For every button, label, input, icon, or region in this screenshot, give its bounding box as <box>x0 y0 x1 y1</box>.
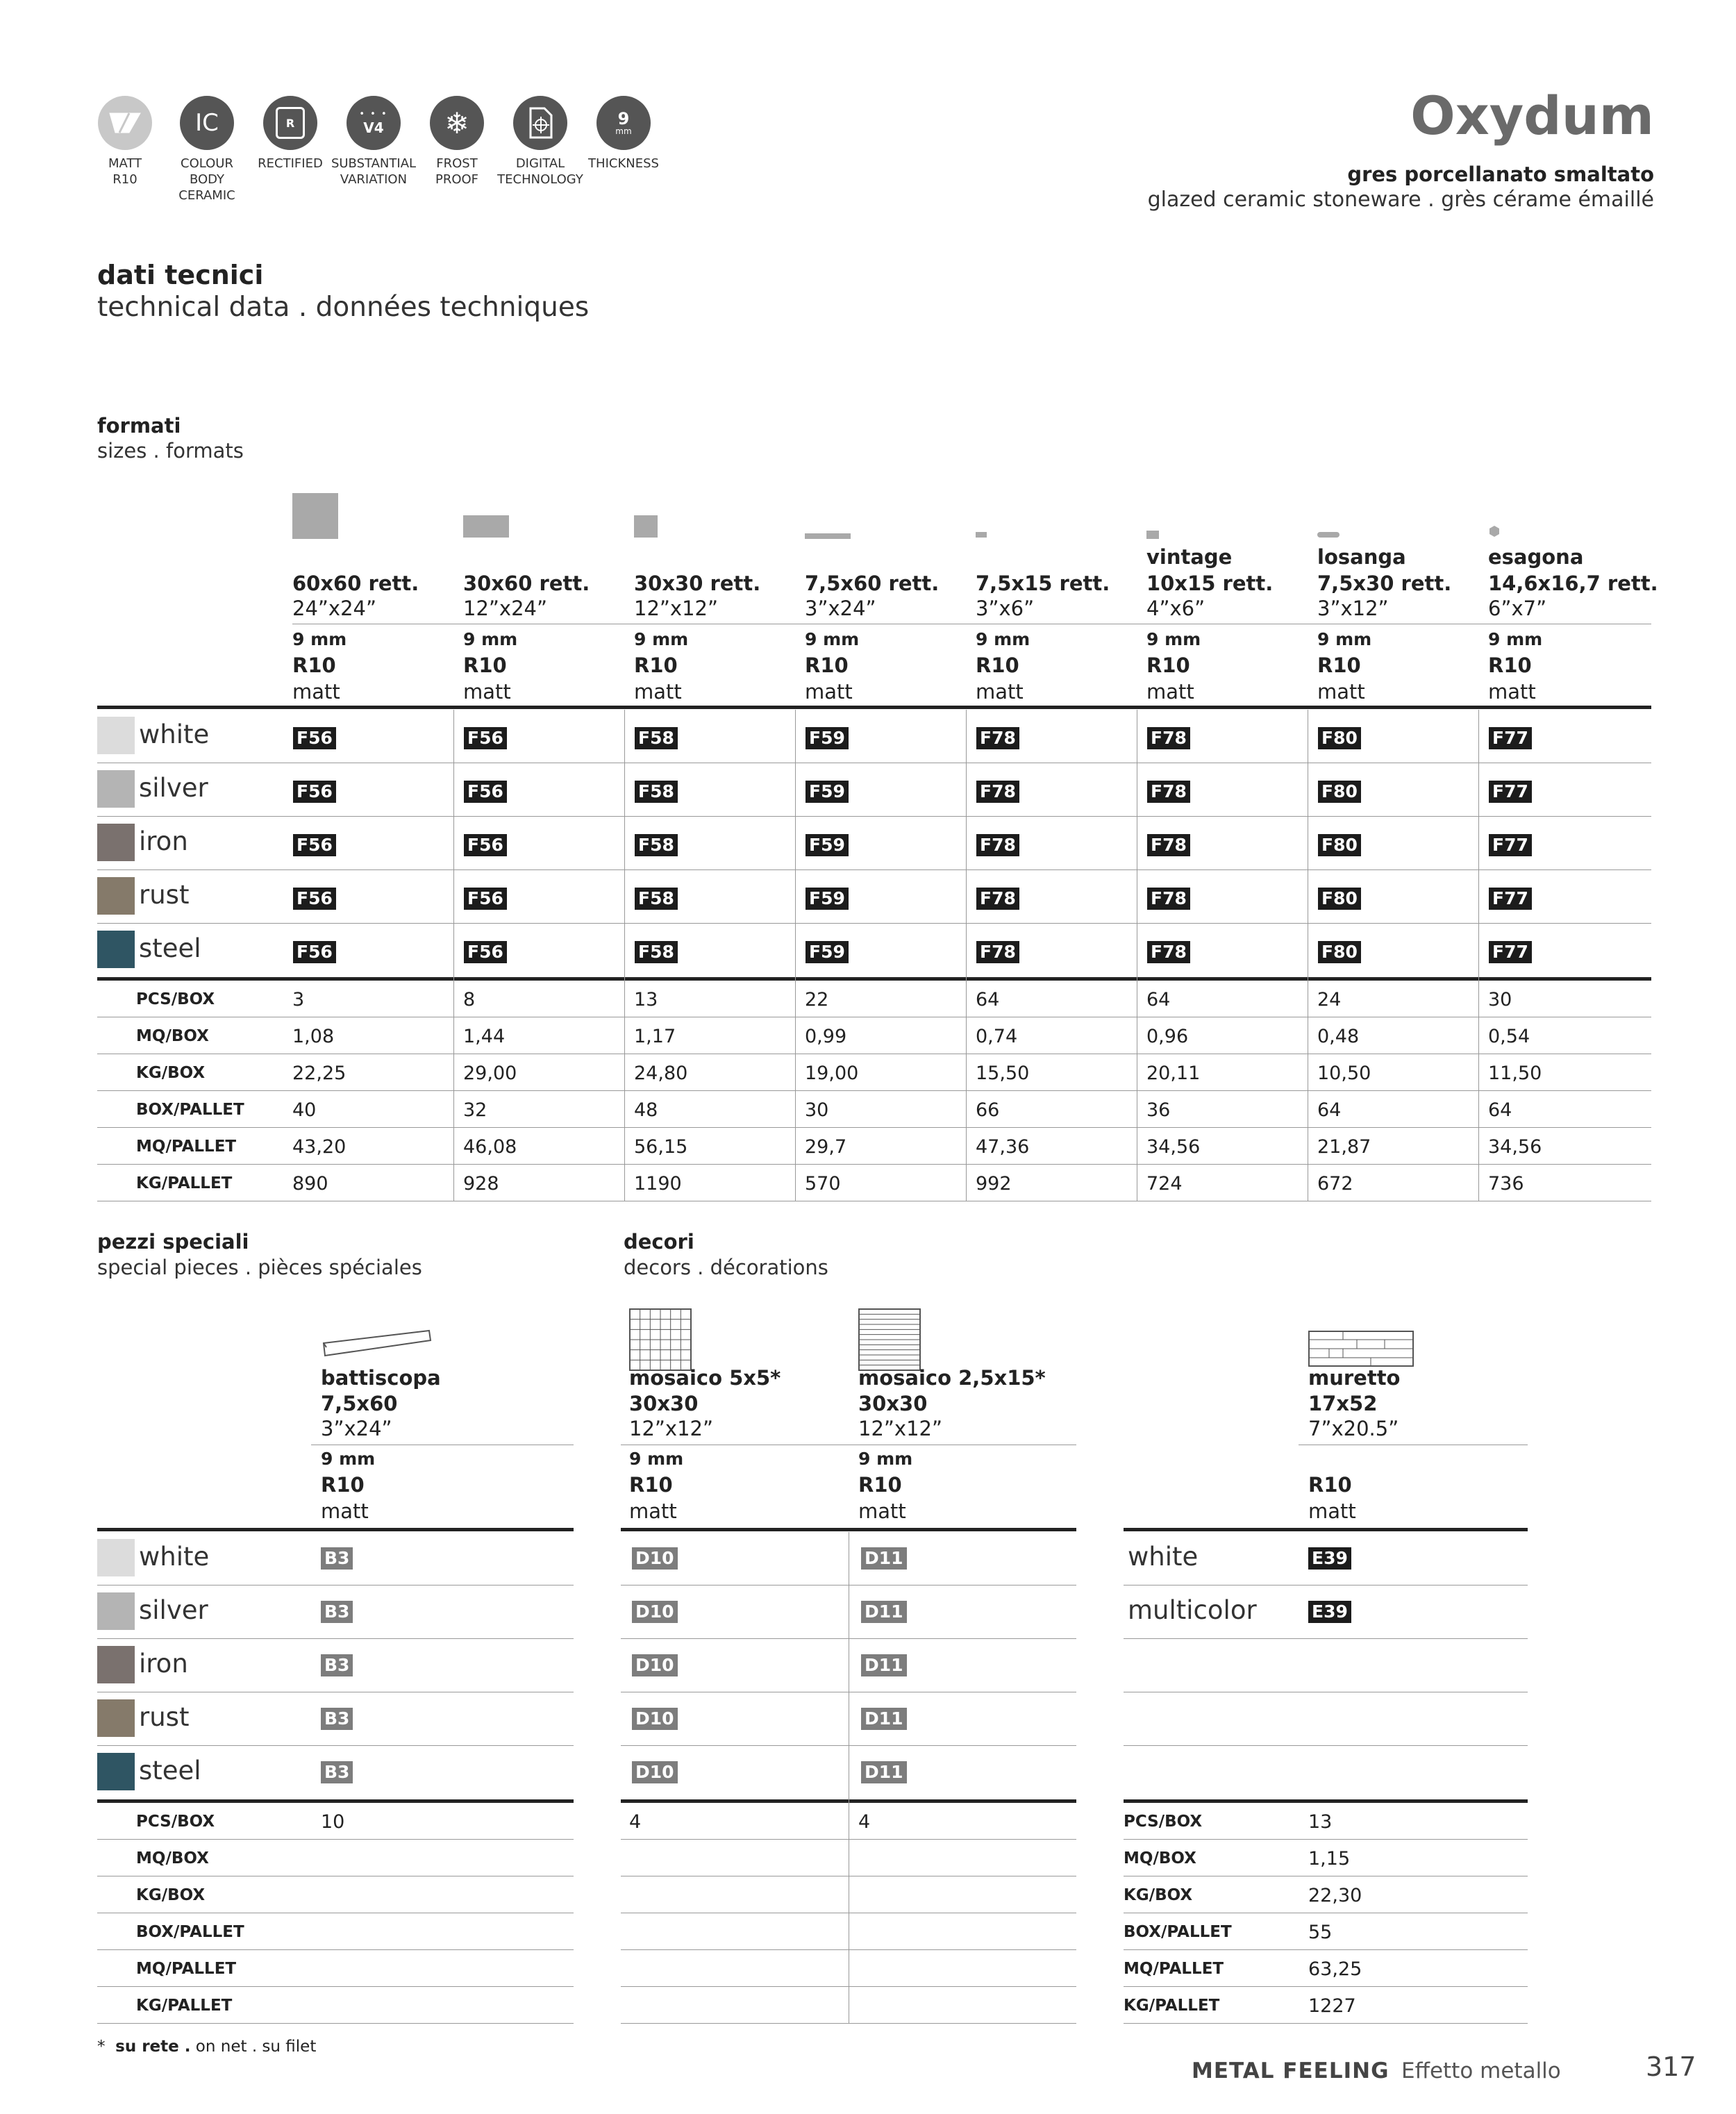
swatch-rust <box>97 877 135 915</box>
decor-size: 30x30 <box>858 1392 928 1415</box>
packing-value: 22,25 <box>292 1063 347 1084</box>
format-name: 60x60 rett. <box>292 572 419 595</box>
digital-technology-icon <box>513 96 567 150</box>
packing-value: 928 <box>463 1173 499 1195</box>
code-badge: F80 <box>1318 834 1361 856</box>
muretto-row-divider <box>1124 1585 1528 1586</box>
muretto-packing-label: KG/PALLET <box>1124 1997 1220 2015</box>
packing-value: 48 <box>634 1099 658 1121</box>
format-size-inches: 3”x6” <box>976 597 1035 620</box>
footnote-star: * <box>97 2038 106 2056</box>
code-badge: F77 <box>1489 941 1532 963</box>
row-divider <box>97 923 1651 924</box>
muretto-packing-divider <box>1124 1839 1528 1840</box>
special-title: pezzi speciali <box>97 1230 249 1254</box>
packing-label: BOX/PALLET <box>136 1101 244 1119</box>
color-rust: rust <box>139 880 190 910</box>
special-packing-label: BOX/PALLET <box>136 1923 244 1941</box>
packing-value: 15,50 <box>976 1063 1030 1084</box>
format-size-inches: 12”x12” <box>634 597 719 620</box>
format-thickness: 9 mm <box>463 629 518 649</box>
format-thickness: 9 mm <box>976 629 1030 649</box>
packing-label: MQ/PALLET <box>136 1138 237 1156</box>
footnote-bold: su rete . <box>115 2038 191 2056</box>
packing-value: 570 <box>805 1173 841 1195</box>
battiscopa-thickness: 9 mm <box>321 1449 376 1469</box>
muretto-finish: matt <box>1308 1499 1356 1523</box>
muretto-inches: 7”x20.5” <box>1308 1417 1399 1440</box>
code-badge: F80 <box>1318 888 1361 910</box>
special-packing-divider <box>97 1949 574 1950</box>
footer-effect: Effetto metallo <box>1401 2058 1561 2083</box>
format-finish: matt <box>1146 680 1194 704</box>
packing-value: 29,00 <box>463 1063 517 1084</box>
subtitle-it: gres porcellanato smaltato <box>1347 163 1654 186</box>
format-name: 14,6x16,7 rett. <box>1488 572 1658 595</box>
swatch-silver <box>97 1592 135 1630</box>
thickness-icon: 9 mm <box>596 96 651 150</box>
code-badge: F56 <box>464 727 507 749</box>
formats-subtitle: sizes . formats <box>97 439 244 463</box>
packing-value: 21,87 <box>1317 1136 1371 1158</box>
substantial-variation-icon: • • • V4 <box>347 96 401 150</box>
special-packing-label: KG/BOX <box>136 1886 206 1904</box>
muretto-packing-label: MQ/BOX <box>1124 1849 1196 1867</box>
packing-value: 736 <box>1488 1173 1524 1195</box>
code-badge: F77 <box>1489 727 1532 749</box>
special-subtitle: special pieces . pièces spéciales <box>97 1256 422 1279</box>
packing-value: 1,08 <box>292 1026 335 1047</box>
code-badge: F56 <box>464 941 507 963</box>
packing-value: 19,00 <box>805 1063 859 1084</box>
special-row-divider <box>97 1585 574 1586</box>
code-badge: F58 <box>635 727 678 749</box>
packing-value: 11,50 <box>1488 1063 1542 1084</box>
column-separator <box>453 710 454 1201</box>
format-thickness: 9 mm <box>1488 629 1543 649</box>
row-divider <box>97 816 1651 817</box>
color-iron: iron <box>139 826 188 856</box>
packing-value: 890 <box>292 1173 328 1195</box>
decor-slip: R10 <box>858 1473 902 1497</box>
decor-inches: 12”x12” <box>629 1417 714 1440</box>
code-badge: F59 <box>806 727 849 749</box>
packing-value: 24 <box>1317 989 1342 1010</box>
format-finish: matt <box>1317 680 1365 704</box>
packing-value: 3 <box>292 989 305 1010</box>
format-name-line1: losanga <box>1317 545 1406 569</box>
battiscopa-preview <box>321 1328 433 1363</box>
code-badge: F78 <box>1147 727 1190 749</box>
code-badge: F56 <box>464 781 507 803</box>
format-thickness: 9 mm <box>292 629 347 649</box>
special-color-white: white <box>139 1542 210 1572</box>
muretto-color-multicolor: multicolor <box>1128 1595 1257 1625</box>
format-name: 10x15 rett. <box>1146 572 1274 595</box>
code-badge: F78 <box>976 888 1019 910</box>
code-badge: F56 <box>293 834 336 856</box>
code-badge: F58 <box>635 888 678 910</box>
colour-body-ceramic-icon: IC <box>180 96 234 150</box>
packing-label: KG/BOX <box>136 1064 206 1082</box>
packing-value: 36 <box>1146 1099 1171 1121</box>
format-name: 30x30 rett. <box>634 572 761 595</box>
column-separator <box>1478 710 1479 1201</box>
format-preview-4 <box>805 533 851 539</box>
packing-value: 43,20 <box>292 1136 347 1158</box>
packing-divider <box>97 1164 1651 1165</box>
code-badge: F58 <box>635 781 678 803</box>
muretto-slip: R10 <box>1308 1473 1352 1497</box>
muretto-packing-value: 13 <box>1308 1811 1333 1833</box>
code-badge: F78 <box>1147 941 1190 963</box>
format-slip: R10 <box>805 654 849 677</box>
frost-proof-label: FROST PROOF <box>435 156 479 187</box>
row-divider <box>97 869 1651 870</box>
thickness-label: THICKNESS <box>588 156 659 171</box>
muretto-row-divider <box>1124 1745 1528 1746</box>
footnote-rest: on net . su filet <box>195 2038 317 2056</box>
code-badge: F78 <box>976 941 1019 963</box>
muretto-packing-value: 55 <box>1308 1922 1333 1943</box>
special-packing-label: KG/PALLET <box>136 1997 233 2015</box>
format-name: 30x60 rett. <box>463 572 590 595</box>
format-finish: matt <box>1488 680 1536 704</box>
footer-series: METAL FEELING <box>1192 2058 1389 2083</box>
muretto-top-rule <box>1124 1528 1528 1531</box>
code-badge: F78 <box>976 727 1019 749</box>
decor-code-badge: D11 <box>861 1601 907 1623</box>
format-finish: matt <box>463 680 511 704</box>
swatch-iron <box>97 824 135 861</box>
packing-value: 0,48 <box>1317 1026 1360 1047</box>
decor-code-badge: D10 <box>632 1654 678 1676</box>
code-badge: F78 <box>976 834 1019 856</box>
format-preview-6 <box>1146 531 1159 539</box>
special-packing-value: 10 <box>321 1811 345 1833</box>
muretto-packing-value: 1227 <box>1308 1995 1356 2017</box>
color-white: white <box>139 719 210 749</box>
decor-code-badge: D11 <box>861 1708 907 1730</box>
format-slip: R10 <box>634 654 678 677</box>
packing-value: 724 <box>1146 1173 1183 1195</box>
swatch-iron <box>97 1646 135 1683</box>
format-finish: matt <box>634 680 682 704</box>
special-packing-divider <box>97 2023 574 2024</box>
footnote <box>97 2038 316 2056</box>
format-thickness: 9 mm <box>805 629 860 649</box>
decor-code-badge: D10 <box>632 1761 678 1783</box>
format-slip: R10 <box>976 654 1019 677</box>
format-slip: R10 <box>1317 654 1361 677</box>
muretto-code-badge: E39 <box>1308 1601 1351 1623</box>
muretto-packing-value: 63,25 <box>1308 1958 1362 1980</box>
decor-name: mosaico 2,5x15* <box>858 1366 1046 1390</box>
decor-size: 30x30 <box>629 1392 699 1415</box>
technical-title: dati tecnici <box>97 260 264 290</box>
format-name: 7,5x30 rett. <box>1317 572 1452 595</box>
code-badge: F78 <box>976 781 1019 803</box>
special-row-divider <box>97 1638 574 1639</box>
battiscopa-slip: R10 <box>321 1473 365 1497</box>
special-code-badge: B3 <box>321 1654 353 1676</box>
format-size-inches: 24”x24” <box>292 597 377 620</box>
packing-value: 30 <box>1488 989 1512 1010</box>
muretto-packing-label: KG/BOX <box>1124 1886 1193 1904</box>
code-badge: F80 <box>1318 727 1361 749</box>
special-color-steel: steel <box>139 1756 201 1786</box>
packing-value: 30 <box>805 1099 829 1121</box>
packing-value: 64 <box>1317 1099 1342 1121</box>
format-preview-8 <box>1488 525 1501 538</box>
packing-value: 0,54 <box>1488 1026 1530 1047</box>
format-finish: matt <box>292 680 340 704</box>
packing-value: 672 <box>1317 1173 1353 1195</box>
mosaico-2-5x15-preview <box>858 1308 921 1371</box>
special-packing-label: MQ/PALLET <box>136 1960 237 1978</box>
matt-r10-label: MATT R10 <box>108 156 142 187</box>
rectified-label: RECTIFIED <box>258 156 323 171</box>
code-badge: F56 <box>464 888 507 910</box>
subtitle-en-fr: glazed ceramic stoneware . grès cérame émaillé <box>1147 188 1654 212</box>
battiscopa-size: 7,5x60 <box>321 1392 398 1415</box>
format-size-inches: 6”x7” <box>1488 597 1547 620</box>
packing-value: 0,99 <box>805 1026 847 1047</box>
packing-value: 13 <box>634 989 658 1010</box>
packing-value: 34,56 <box>1146 1136 1201 1158</box>
code-badge: F78 <box>1147 888 1190 910</box>
decor-code-badge: D10 <box>632 1547 678 1570</box>
formats-mid-rule <box>97 977 1651 981</box>
code-badge: F58 <box>635 834 678 856</box>
packing-value: 64 <box>1146 989 1171 1010</box>
column-separator <box>795 710 796 1201</box>
format-preview-1 <box>292 493 338 539</box>
packing-value: 56,15 <box>634 1136 688 1158</box>
muretto-packing-divider <box>1124 1949 1528 1950</box>
decor-finish: matt <box>858 1499 906 1523</box>
packing-value: 0,96 <box>1146 1026 1189 1047</box>
special-packing-label: MQ/BOX <box>136 1849 209 1867</box>
packing-value: 8 <box>463 989 476 1010</box>
packing-value: 32 <box>463 1099 487 1121</box>
packing-divider <box>97 1127 1651 1128</box>
frost-proof-icon: ❄ <box>430 96 484 150</box>
format-thickness: 9 mm <box>634 629 689 649</box>
page-number: 317 <box>1646 2051 1696 2082</box>
muretto-packing-value: 1,15 <box>1308 1848 1351 1870</box>
code-badge: F59 <box>806 834 849 856</box>
packing-value: 992 <box>976 1173 1012 1195</box>
swatch-steel <box>97 931 135 968</box>
format-name-line1: vintage <box>1146 545 1233 569</box>
formats-top-rule <box>97 706 1651 709</box>
swatch-steel <box>97 1753 135 1790</box>
packing-divider <box>97 1090 1651 1091</box>
format-size-inches: 4”x6” <box>1146 597 1205 620</box>
column-separator <box>966 710 967 1201</box>
decor-inches: 12”x12” <box>858 1417 943 1440</box>
decor-pcs-box: 4 <box>629 1811 642 1833</box>
colour-body-ceramic-label: COLOUR BODY CERAMIC <box>178 156 235 203</box>
muretto-packing-label: MQ/PALLET <box>1124 1960 1224 1978</box>
packing-value: 29,7 <box>805 1136 847 1158</box>
battiscopa-finish: matt <box>321 1499 369 1523</box>
swatch-white <box>97 1539 135 1576</box>
packing-value: 64 <box>976 989 1000 1010</box>
packing-value: 40 <box>292 1099 317 1121</box>
decor-code-badge: D11 <box>861 1654 907 1676</box>
muretto-packing-label: PCS/BOX <box>1124 1813 1203 1831</box>
format-preview-2 <box>463 515 509 538</box>
muretto-color-white: white <box>1128 1542 1199 1572</box>
digital-technology-label: DIGITAL TECHNOLOGY <box>497 156 583 187</box>
code-badge: F56 <box>293 941 336 963</box>
code-badge: F56 <box>293 888 336 910</box>
format-size-inches: 3”x12” <box>1317 597 1389 620</box>
decors-title: decori <box>624 1230 694 1254</box>
packing-value: 64 <box>1488 1099 1512 1121</box>
code-badge: F59 <box>806 781 849 803</box>
code-badge: F78 <box>1147 781 1190 803</box>
format-name-line1: esagona <box>1488 545 1584 569</box>
substantial-variation-label: SUBSTANTIAL VARIATION <box>331 156 417 187</box>
packing-label: KG/PALLET <box>136 1174 233 1192</box>
special-color-rust: rust <box>139 1702 190 1732</box>
code-badge: F56 <box>293 781 336 803</box>
packing-value: 10,50 <box>1317 1063 1371 1084</box>
format-slip: R10 <box>463 654 507 677</box>
format-slip: R10 <box>1488 654 1532 677</box>
battiscopa-inches: 3”x24” <box>321 1417 392 1440</box>
special-color-silver: silver <box>139 1595 208 1625</box>
special-code-badge: B3 <box>321 1708 353 1730</box>
packing-value: 1190 <box>634 1173 682 1195</box>
code-badge: F77 <box>1489 781 1532 803</box>
code-badge: F59 <box>806 941 849 963</box>
matt-r10-icon <box>98 96 152 150</box>
format-finish: matt <box>976 680 1024 704</box>
decor-pcs-box: 4 <box>858 1811 871 1833</box>
muretto-packing-label: BOX/PALLET <box>1124 1923 1232 1941</box>
mosaico-5x5-preview <box>629 1308 692 1371</box>
decor-slip: R10 <box>629 1473 673 1497</box>
decor-thickness: 9 mm <box>858 1449 913 1469</box>
special-mid-rule <box>97 1799 574 1803</box>
packing-value: 24,80 <box>634 1063 688 1084</box>
packing-value: 20,11 <box>1146 1063 1201 1084</box>
color-silver: silver <box>139 773 208 803</box>
decor-code-badge: D11 <box>861 1761 907 1783</box>
format-size-inches: 12”x24” <box>463 597 548 620</box>
swatch-white <box>97 717 135 754</box>
format-preview-7 <box>1317 532 1339 538</box>
decor-thickness: 9 mm <box>629 1449 684 1469</box>
format-name: 7,5x60 rett. <box>805 572 940 595</box>
formats-title: formati <box>97 414 181 438</box>
code-badge: F77 <box>1489 888 1532 910</box>
format-preview-3 <box>634 515 658 538</box>
decor-code-badge: D10 <box>632 1601 678 1623</box>
muretto-mid-rule <box>1124 1799 1528 1803</box>
packing-value: 46,08 <box>463 1136 517 1158</box>
special-packing-label: PCS/BOX <box>136 1813 215 1831</box>
special-code-badge: B3 <box>321 1547 353 1570</box>
code-badge: F59 <box>806 888 849 910</box>
special-color-iron: iron <box>139 1649 188 1679</box>
packing-value: 1,17 <box>634 1026 676 1047</box>
column-separator <box>624 710 625 1201</box>
special-code-badge: B3 <box>321 1601 353 1623</box>
special-packing-divider <box>97 1986 574 1987</box>
special-row-divider <box>97 1745 574 1746</box>
muretto-packing-divider <box>1124 1986 1528 1987</box>
rectified-icon: R <box>263 96 317 150</box>
packing-label: MQ/BOX <box>136 1027 209 1045</box>
muretto-packing-value: 22,30 <box>1308 1885 1362 1906</box>
code-badge: F58 <box>635 941 678 963</box>
code-badge: F80 <box>1318 781 1361 803</box>
code-badge: F80 <box>1318 941 1361 963</box>
decors-subtitle: decors . décorations <box>624 1256 828 1279</box>
muretto-code-badge: E39 <box>1308 1547 1351 1570</box>
format-name: 7,5x15 rett. <box>976 572 1110 595</box>
swatch-rust <box>97 1699 135 1737</box>
muretto-row-divider <box>1124 1638 1528 1639</box>
muretto-packing-divider <box>1124 2023 1528 2024</box>
format-slip: R10 <box>1146 654 1190 677</box>
muretto-size: 17x52 <box>1308 1392 1378 1415</box>
special-packing-divider <box>97 1839 574 1840</box>
swatch-silver <box>97 770 135 808</box>
format-size-inches: 3”x24” <box>805 597 876 620</box>
muretto-preview <box>1308 1331 1414 1367</box>
format-thickness: 9 mm <box>1317 629 1372 649</box>
packing-value: 22 <box>805 989 829 1010</box>
packing-value: 0,74 <box>976 1026 1018 1047</box>
format-preview-5 <box>976 532 987 538</box>
code-badge: F77 <box>1489 834 1532 856</box>
packing-value: 1,44 <box>463 1026 506 1047</box>
format-finish: matt <box>805 680 853 704</box>
decor-top-rule <box>621 1528 1076 1531</box>
color-steel: steel <box>139 933 201 963</box>
packing-label: PCS/BOX <box>136 990 215 1008</box>
format-thickness: 9 mm <box>1146 629 1201 649</box>
format-slip: R10 <box>292 654 336 677</box>
special-top-rule <box>97 1528 574 1531</box>
packing-value: 66 <box>976 1099 1000 1121</box>
code-badge: F56 <box>293 727 336 749</box>
code-badge: F56 <box>464 834 507 856</box>
battiscopa-name: battiscopa <box>321 1366 441 1390</box>
code-badge: F78 <box>1147 834 1190 856</box>
decor-code-badge: D11 <box>861 1547 907 1570</box>
special-code-badge: B3 <box>321 1761 353 1783</box>
packing-value: 47,36 <box>976 1136 1030 1158</box>
packing-value: 34,56 <box>1488 1136 1542 1158</box>
technical-subtitle: technical data . données techniques <box>97 292 590 323</box>
decor-finish: matt <box>629 1499 677 1523</box>
decor-code-badge: D10 <box>632 1708 678 1730</box>
muretto-name: muretto <box>1308 1366 1401 1390</box>
brand-title: Oxydum <box>1410 85 1654 147</box>
decor-name: mosaico 5x5* <box>629 1366 781 1390</box>
